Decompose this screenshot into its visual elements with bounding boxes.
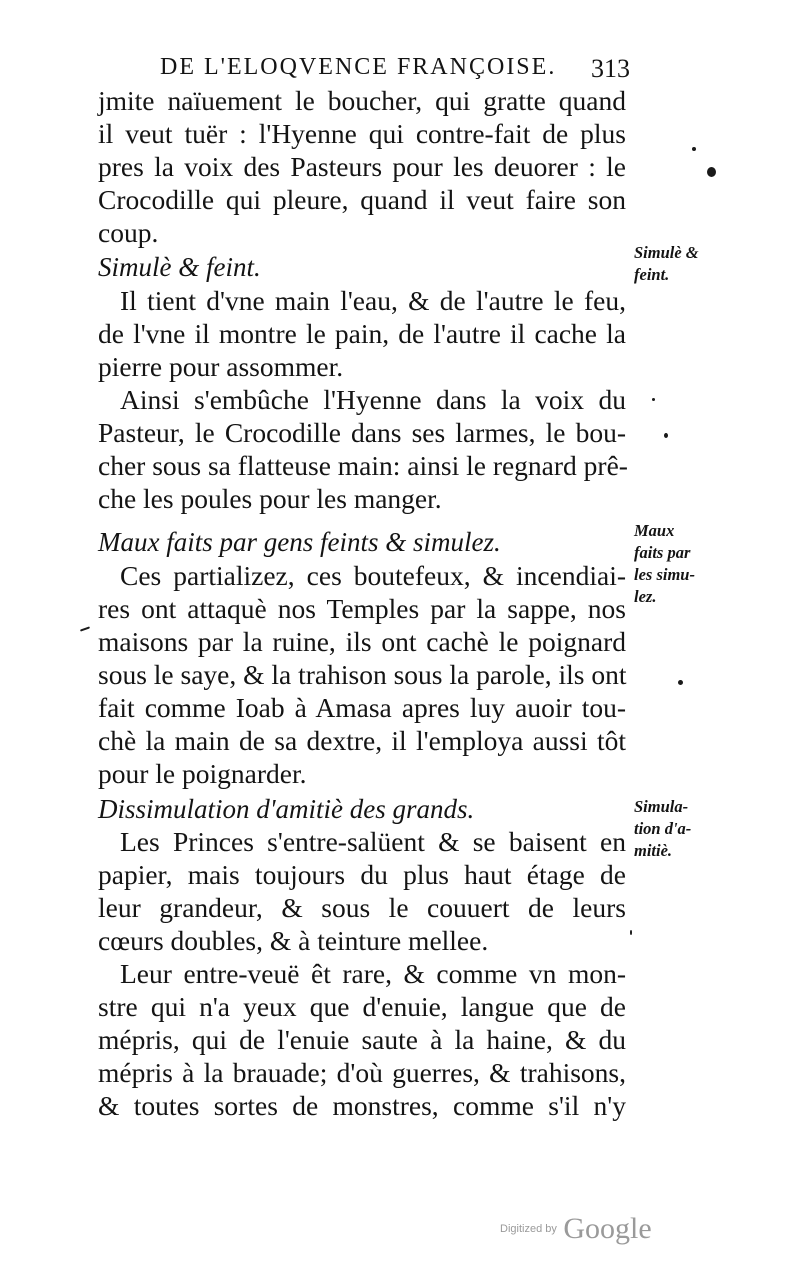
text-line: Ces partializez, ces boutefeux, & incendiai- — [120, 560, 626, 591]
margin-note-line: Simula- — [634, 797, 689, 816]
digitization-watermark — [500, 1212, 652, 1246]
section-heading: Dissimulation d'amitiè des grands. — [98, 794, 475, 824]
margin-note-line: tion d'a- — [634, 819, 692, 838]
text-line: mépris à la brauade; d'où guerres, & trahisons, — [98, 1057, 626, 1088]
text-line: Leur entre-veuë êt rare, & comme vn mon- — [120, 958, 626, 989]
text-line: jmite naïuement le boucher, qui gratte quand — [98, 85, 626, 116]
margin-note-line: lez. — [634, 587, 657, 606]
text-line: leur grandeur, & sous le couuert de leurs — [98, 892, 626, 923]
ink-speck — [652, 398, 655, 401]
text-line: mépris, qui de l'enuie saute à la haine, & du — [98, 1024, 626, 1055]
margin-note — [634, 796, 714, 862]
margin-note-line: Maux — [634, 521, 675, 540]
margin-note-line: mitiè. — [634, 841, 673, 860]
text-line: coup. — [98, 217, 159, 248]
margin-note — [634, 520, 714, 608]
text-line: cher sous sa flatteuse main: ainsi le regnard prê- — [98, 450, 628, 481]
text-line: che les poules pour les manger. — [98, 483, 442, 514]
margin-note-line: les simu- — [634, 565, 695, 584]
text-line: Il tient d'vne main l'eau, & de l'autre le feu, — [120, 285, 626, 316]
text-line: res ont attaquè nos Temples par la sappe, nos — [98, 593, 626, 624]
running-title: DE L'ELOQVENCE FRANÇOISE. — [160, 54, 557, 80]
text-line: fait comme Ioab à Amasa apres luy auoir tou- — [98, 692, 626, 723]
margin-note — [634, 242, 714, 286]
text-line: & toutes sortes de monstres, comme s'il n'y — [98, 1090, 626, 1121]
text-line: pour le poignarder. — [98, 758, 307, 789]
ink-speck — [678, 680, 683, 685]
text-line: stre qui n'a yeux que d'enuie, langue que de — [98, 991, 626, 1022]
section-heading: Simulè & feint. — [98, 252, 261, 282]
ink-speck — [630, 930, 632, 935]
running-header — [160, 54, 630, 81]
text-line: chè la main de sa dextre, il l'employa aussi tôt — [98, 725, 626, 756]
digitized-by-label: Digitized by — [500, 1223, 557, 1235]
text-line: pierre pour assommer. — [98, 351, 344, 382]
page-number: 313 — [591, 54, 630, 83]
text-line: de l'vne il montre le pain, de l'autre il cache la — [98, 318, 626, 349]
text-line: pres la voix des Pasteurs pour les deuorer : le — [98, 151, 626, 182]
ink-speck — [707, 167, 716, 177]
section-heading: Maux faits par gens feints & simulez. — [98, 527, 501, 557]
google-wordmark: Google — [563, 1212, 652, 1245]
margin-note-line: faits par — [634, 543, 691, 562]
text-line: Ainsi s'embûche l'Hyenne dans la voix du — [120, 384, 626, 415]
ink-speck — [664, 433, 668, 438]
ink-speck — [80, 626, 90, 631]
text-line: papier, mais toujours du plus haut étage de — [98, 859, 626, 890]
text-line: Pasteur, le Crocodille dans ses larmes, le bou- — [98, 417, 626, 448]
text-line: cœurs doubles, & à teinture mellee. — [98, 925, 489, 956]
text-line: Les Princes s'entre-salüent & se baisent en — [120, 826, 626, 857]
ink-speck — [692, 147, 696, 151]
text-line: sous le saye, & la trahison sous la parole, ils ont — [98, 659, 627, 690]
margin-note-line: feint. — [634, 265, 670, 284]
margin-note-line: Simulè & — [634, 243, 699, 262]
text-line: Crocodille qui pleure, quand il veut faire son — [98, 184, 626, 215]
text-line: il veut tuër : l'Hyenne qui contre-fait de plus — [98, 118, 626, 149]
text-line: maisons par la ruine, ils ont cachè le poignard — [98, 626, 626, 657]
